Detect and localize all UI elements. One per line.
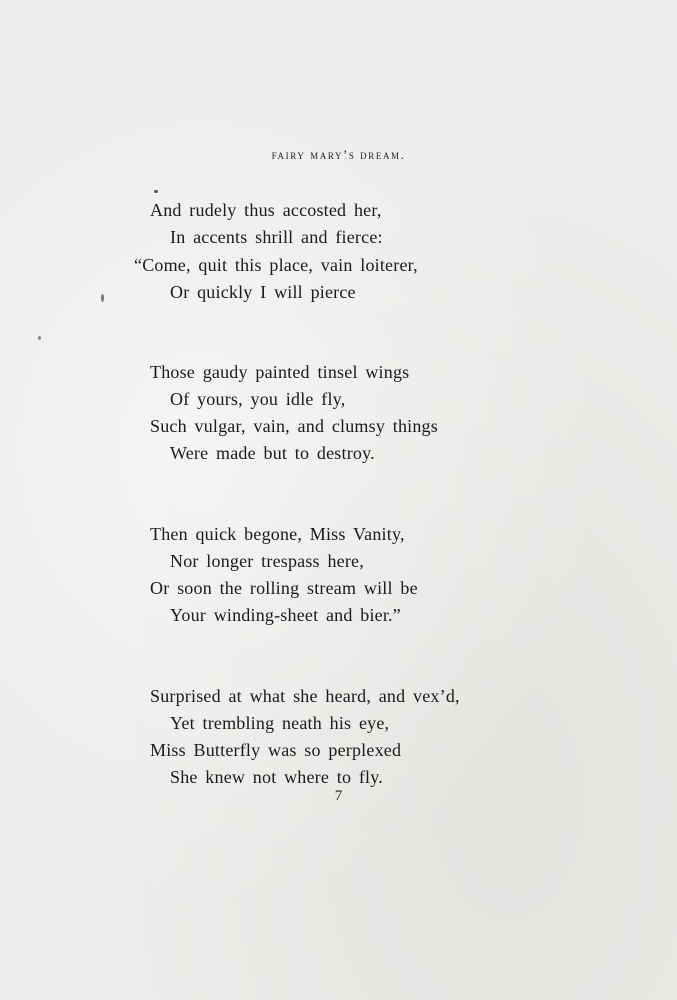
ink-speck: [38, 336, 41, 340]
ink-speck: [154, 190, 158, 193]
verse-line: Or soon the rolling stream will be: [150, 578, 418, 598]
verse-line: She knew not where to fly.: [170, 767, 383, 787]
verse-line: “Come, quit this place, vain loiterer,: [134, 255, 418, 275]
verse-line: Those gaudy painted tinsel wings: [150, 362, 410, 382]
verse-line: Miss Butterfly was so perplexed: [150, 740, 402, 760]
verse-line: Of yours, you idle fly,: [170, 389, 346, 409]
verse-line: Yet trembling neath his eye,: [170, 713, 390, 733]
verse-line: Were made but to destroy.: [170, 443, 375, 463]
running-head: fairy mary’s dream.: [271, 148, 406, 162]
verse-line: In accents shrill and fierce:: [170, 227, 383, 247]
verse-line: Your winding-sheet and bier.”: [170, 605, 401, 625]
verse-line: Such vulgar, vain, and clumsy things: [150, 416, 438, 436]
verse-line: And rudely thus accosted her,: [150, 200, 382, 220]
verse-line: Then quick begone, Miss Vanity,: [150, 524, 405, 544]
verse-line: Nor longer trespass here,: [170, 551, 364, 571]
verse-line: Or quickly I will pierce: [170, 282, 356, 302]
page-number: 7: [334, 788, 343, 804]
ink-speck: [101, 294, 104, 302]
verse-line: Surprised at what she heard, and vex’d,: [150, 686, 460, 706]
